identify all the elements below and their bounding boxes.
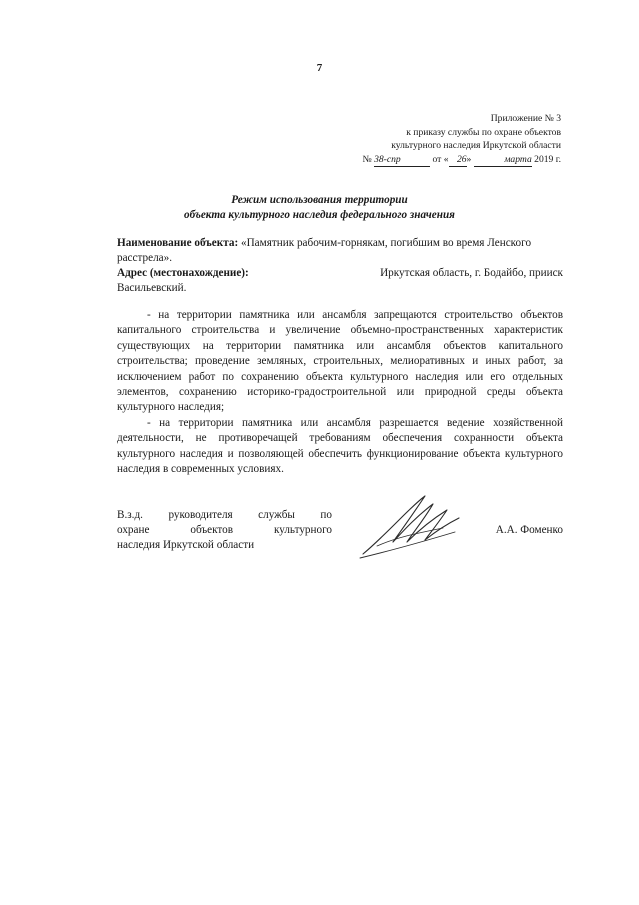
position-line-2: охране объектов культурного (117, 524, 332, 536)
object-address-value-2: Васильевский. (117, 282, 187, 294)
object-name-label: Наименование объекта: (117, 237, 239, 249)
object-name (117, 236, 563, 266)
object-name-value: «Памятник рабочим-горнякам, погибшим во время Ленского расстрела». (117, 237, 532, 264)
paragraph-prohibitions: - на территории памятника или ансамбля запрещаются строительство объектов капитального строительства и увеличение объемно-пространственных характеристик существующих на территории памятника или ансамбля объектов капитального строительства; проведение земляных, строительных, мелиоративных и иных работ, за исключением работ по сохранению объекта культурного наследия или его отдельных элементов, сохранению историко-градостроительной или природной среды объекта культурного наследия; (117, 309, 563, 414)
signatory-name: А.А. Фоменко (495, 524, 563, 536)
order-number: 38-спр (374, 153, 430, 168)
document-title (0, 193, 639, 223)
object-address (117, 266, 563, 296)
date-mid: » (466, 153, 472, 165)
appendix-order-line: к приказу службы по охране объектов (406, 126, 561, 138)
object-address-label: Адрес (местонахождение): (117, 267, 249, 279)
order-month: марта (474, 153, 532, 168)
page-number: 7 (316, 62, 323, 74)
appendix-agency-line: культурного наследия Иркутской области (391, 140, 561, 151)
appendix-title: Приложение № 3 (490, 113, 561, 124)
regime-text (117, 308, 563, 477)
paragraph-permissions: - на территории памятника или ансамбля разрешается ведение хозяйственной деятельности, не противоречащей требованиям обеспечения сохранности объекта культурного наследия и позволяющей обеспечить функционирование объекта культурного наследия в современных условиях. (117, 416, 563, 476)
title-line-2: объекта культурного наследия федерального значения (184, 209, 455, 221)
order-day: 26 (449, 153, 467, 168)
signatory-position (117, 508, 332, 553)
date-from: от « (432, 153, 449, 165)
order-year: 2019 г. (534, 153, 561, 165)
object-address-value-1: Иркутская область, г. Бодайбо, прииск (380, 267, 563, 279)
appendix-block (363, 112, 561, 167)
order-number-prefix: № (362, 153, 372, 165)
appendix-number-date (363, 153, 561, 168)
title-line-1: Режим использования территории (231, 194, 408, 206)
position-line-3: наследия Иркутской области (117, 539, 255, 551)
handwritten-signature (355, 484, 465, 564)
position-line-1: В.з.д. руководителя службы по (117, 509, 332, 521)
